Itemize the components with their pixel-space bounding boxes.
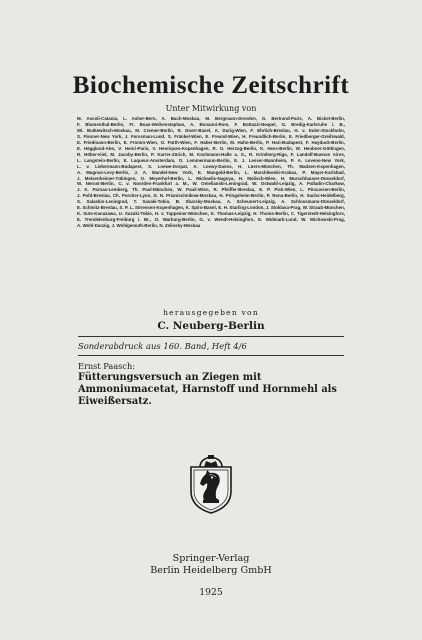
contributor-name: R. Höber-Kiel, xyxy=(77,151,108,157)
contributor-name: F. Bottazzi-Neapel, xyxy=(234,121,277,127)
contributor-name: M. Kochmann-Halle a. S., xyxy=(189,151,247,157)
contributor-name: E. Hägglund-Abo, xyxy=(77,145,116,151)
mitwirkung-line: Unter Mitwirkung von xyxy=(165,104,257,113)
contributor-name: E. Trendelenburg-Freiburg i. Br., xyxy=(77,217,152,223)
contributor-name: K. Spiro-Basel, xyxy=(185,205,217,211)
contributor-name: E. Friedmann-Berlin, xyxy=(77,139,122,145)
contributor-name: G. v. Wendt-Helsingfors, xyxy=(199,217,255,223)
contributor-name: H. v. Tappeiner-München, xyxy=(154,211,209,217)
contributor-name: W. Wichowski-Prag, xyxy=(301,217,345,223)
top-divider xyxy=(78,336,344,337)
contributor-name: O. Fürth-Wien, xyxy=(160,139,192,145)
contributor-name: F. Hayduck-Berlin, xyxy=(305,139,345,145)
contributor-name: Th. Madsen-Kopenhagen, xyxy=(287,163,345,169)
contributor-name: H. Molisch-Wien, xyxy=(238,175,277,181)
article-author: Ernst Paasch: xyxy=(78,361,135,371)
herausgegeben-label: herausgegeben von xyxy=(163,308,259,317)
contributor-name: J. Pohl-Breslau, xyxy=(77,193,111,199)
contributor-name: A. Bach-Moskau, xyxy=(161,116,201,121)
contributor-name: H. Sachs-Heidelberg, xyxy=(300,193,345,199)
contributor-list xyxy=(77,116,345,229)
contributor-name: Fr. Boas-Weihenstephan, xyxy=(129,121,186,127)
contributor-name: A. Palladin-Charkow, xyxy=(299,181,345,187)
contributor-name: O. Meyerhof-Berlin, xyxy=(140,175,185,181)
bottom-divider xyxy=(78,355,344,356)
springer-knight-emblem-icon xyxy=(186,453,236,515)
contributor-name: J. Forssman-Lund, xyxy=(124,133,166,139)
contributor-name: E. P. Pick-Wien, xyxy=(259,187,297,193)
contributor-name: O. Lemmermann-Berlin, xyxy=(178,157,231,163)
contributor-name: M. Hahn-Berlin, xyxy=(230,139,264,145)
contributor-name: E. Mangold-Berlin, xyxy=(197,169,241,175)
contributor-name: J. Wohlgemuth-Berlin, xyxy=(111,223,159,229)
contributor-name: A. Magnus-Levy-Berlin, xyxy=(77,169,130,175)
contributor-name: P. Mayer-Karlsbad, xyxy=(302,169,345,175)
contributor-name: R. Pfeiffer-Breslau, xyxy=(213,187,256,193)
contributor-name: W. Nernst-Berlin, xyxy=(77,181,115,187)
contributor-name: H. Thoms-Berlin, xyxy=(253,211,290,217)
contributor-name: S. Salaskin-Leningrad, xyxy=(77,199,129,205)
contributor-name: C. v. Noorden-Frankfurt a. M., xyxy=(118,181,189,187)
contributor-name: D. N. Prianischnikow-Moskau, xyxy=(153,193,218,199)
contributor-name: W. Omelianski-Leningrad, xyxy=(192,181,249,187)
publisher-block xyxy=(0,553,422,577)
contributor-name: S. Fränkel-Wien, xyxy=(167,133,203,139)
contributor-name: Th. Paul-München, xyxy=(132,187,174,193)
contributor-name: M. Ascoli-Catania, xyxy=(77,116,119,121)
sonderabdruck-line: Sonderabdruck aus 160. Band, Heft 4/6 xyxy=(78,341,247,351)
contributor-name: A. Bonanni-Rom, xyxy=(190,121,230,127)
contributor-name: A. Wohl-Danzig, xyxy=(77,223,111,229)
contributor-name: C. Tigerstedt-Helsingfors, xyxy=(290,211,345,217)
contributor-name: B. Sbarsky-Moskau, xyxy=(175,199,222,205)
contributor-name: P. Rona-Berlin, xyxy=(266,193,299,199)
contributor-name: W. Pauli-Wien, xyxy=(177,187,210,193)
contributor-name: F. Landolf-Buenos Aires, xyxy=(290,151,345,157)
contributor-name: E. Widmark-Lund, xyxy=(258,217,298,223)
contributor-name: K. Suto-Kanazawa, xyxy=(77,211,117,217)
contributor-name: E. Friedberger-Greifswald, xyxy=(288,133,345,139)
contributor-name: R. Krimberg-Riga, xyxy=(248,151,288,157)
contributor-name: E. Laqueur-Amsterdam, xyxy=(123,157,176,163)
contributor-name: M. Bergmann-Dresden, xyxy=(205,116,258,121)
contributor-name: L. Michaelis-Nagoya, xyxy=(188,175,235,181)
contributor-name: K. Hess-Berlin, xyxy=(260,145,293,151)
publisher-name: Springer-Verlag xyxy=(172,553,250,564)
contributor-name: A. Durig-Wien, xyxy=(214,127,248,133)
contributor-name: A. Loewy-Davos, xyxy=(193,163,233,169)
contributor-name: L. Langstein-Berlin, xyxy=(77,157,121,163)
contributor-name: H. v. Euler-Stockholm, xyxy=(294,127,345,133)
contributor-name: H. Murschhauser-Düsseldorf, xyxy=(280,175,345,181)
contributor-name: L. Pincussen-Berlin, xyxy=(300,187,345,193)
contributor-name: F. Ehrlich-Breslau, xyxy=(250,127,291,133)
contributor-name: P. Karrer-Zürich, xyxy=(151,151,187,157)
contributor-name: R. Doerr-Basel, xyxy=(177,127,212,133)
publisher-location: Berlin Heidelberg GmbH xyxy=(150,565,272,576)
contributor-name: A. Schlossmann-Düsseldorf, xyxy=(281,199,345,205)
contributor-name: W. Straub-München, xyxy=(302,205,345,211)
contributor-name: F. Blumenthal-Berlin, xyxy=(77,121,125,127)
publication-year: 1925 xyxy=(199,587,223,598)
contributor-name: S. P. L. Sörensen-Kopenhagen, xyxy=(119,205,185,211)
contributor-name: S. Flexner-New York, xyxy=(77,133,123,139)
contributor-name: L. v. Liebermann-Budapest, xyxy=(77,163,143,169)
journal-title: Biochemische Zeitschrift xyxy=(72,72,350,99)
contributor-name: G. Bertrand-Paris, xyxy=(261,116,304,121)
contributor-name: A. Bickel-Berlin, xyxy=(307,116,346,121)
contributor-name: J. K. Parnas-Lemberg, xyxy=(77,187,129,193)
contributor-name: T. Sasaki-Tokio, xyxy=(133,199,171,205)
contributor-name: H. Lüers-München, xyxy=(238,163,282,169)
contributor-name: P. Hari-Budapest, xyxy=(266,139,304,145)
contributor-name: E. H. Starling-London, xyxy=(218,205,265,211)
contributor-name: U. Suzuki-Tokio, xyxy=(118,211,154,217)
contributor-name: N. Zelinsky-Moskau xyxy=(159,223,201,229)
contributor-name: Wl. Butkewitsch-Moskau, xyxy=(77,127,132,133)
contributor-name: Ch. Porcher-Lyon, xyxy=(112,193,152,199)
contributor-name: L. Asher-Bern, xyxy=(123,116,157,121)
contributor-name: V. Henriques-Kopenhagen, xyxy=(152,145,210,151)
contributor-name: W. Heubner-Göttingen, xyxy=(295,145,345,151)
contributor-name: A. Scheunert-Leipzig, xyxy=(226,199,276,205)
contributor-name: E. Fromm-Wien, xyxy=(123,139,159,145)
contributor-name: E. Freund-Wien, xyxy=(205,133,240,139)
contributor-name: H. Freundlich-Berlin, xyxy=(242,133,287,139)
contributor-name: K. Thomas-Leipzig, xyxy=(210,211,252,217)
contributor-name: V. Henri-Paris, xyxy=(118,145,150,151)
contributor-name: E. J. Lesser-Mannheim, xyxy=(234,157,288,163)
contributor-name: S. Loewe-Dorpat, xyxy=(148,163,189,169)
contributor-name: W. Ostwald-Leipzig, xyxy=(252,181,296,187)
contributor-name: J. Meisenheimer-Tübingen, xyxy=(77,175,137,181)
contributor-name: E. Schmitz-Breslau, xyxy=(77,205,119,211)
contributor-name: F. Haber-Berlin, xyxy=(194,139,228,145)
contributor-name: L. Marchlewski-Krakau, xyxy=(244,169,298,175)
contributor-name: H. Pringsheim-Berlin, xyxy=(219,193,265,199)
article-title: Fütterungsversuch an Ziegen mit Ammoniumacetat, Harnstoff und Hornmehl als Eiweißersatz. xyxy=(78,372,337,408)
editor-name: C. Neuberg-Berlin xyxy=(157,320,265,332)
contributor-name: J. Stoklasa-Prag, xyxy=(265,205,302,211)
contributor-name: J. A. Mandel-New York, xyxy=(134,169,194,175)
contributor-name: O. Warburg-Berlin, xyxy=(154,217,196,223)
contributor-name: M. Jacoby-Berlin, xyxy=(110,151,149,157)
contributor-name: G. Bredig-Karlsruhe i. B., xyxy=(281,121,345,127)
contributor-name: R. O. Herzog-Berlin, xyxy=(212,145,258,151)
contributor-name: P. A. Levene-New York, xyxy=(290,157,345,163)
contributor-name: M. Cremer-Berlin, xyxy=(135,127,175,133)
